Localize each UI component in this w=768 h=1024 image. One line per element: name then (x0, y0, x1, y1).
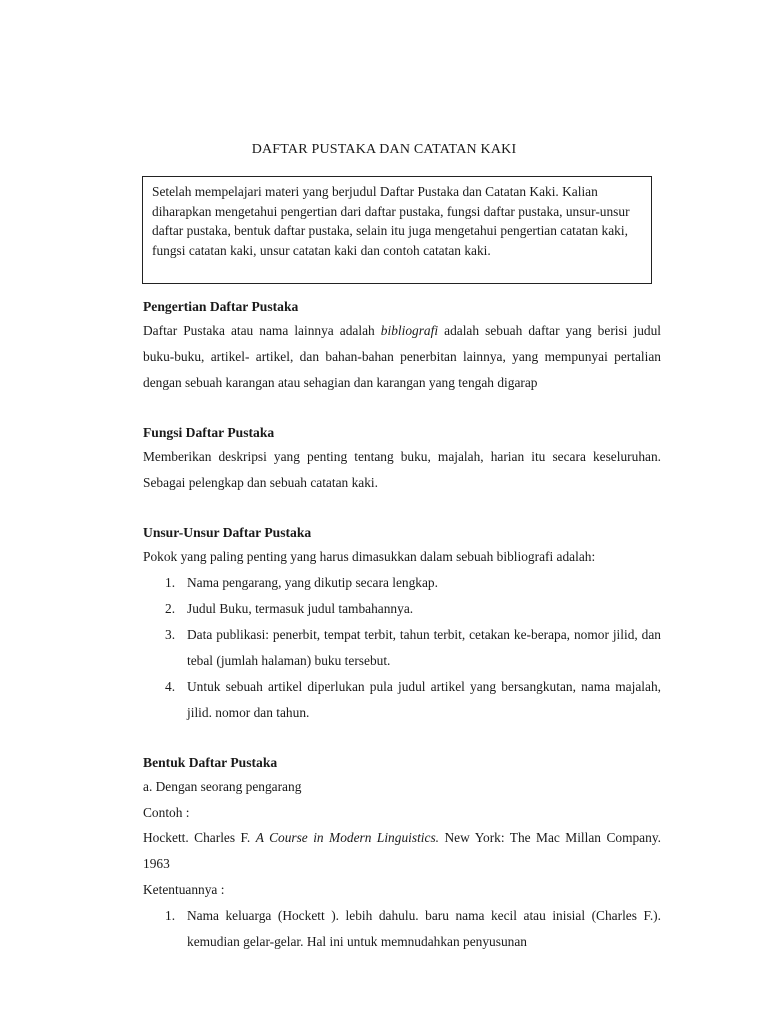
example-publisher: New York: The Mac Millan Company. 1963 (143, 830, 661, 871)
list-text: Data publikasi: penerbit, tempat terbit, tahun terbit, cetakan ke-berapa, nomor jilid, dan tebal (jumlah halaman) buku tersebut. (187, 627, 661, 668)
list-number: 1. (165, 575, 176, 590)
document-body (143, 296, 661, 955)
list-item (143, 622, 661, 674)
page-title: DAFTAR PUSTAKA DAN CATATAN KAKI (251, 142, 517, 157)
pengertian-italic-term: bibliografi (380, 323, 439, 338)
ketentuan-label: Ketentuannya : (143, 882, 225, 897)
section-heading-fungsi: Fungsi Daftar Pustaka (143, 425, 275, 440)
pengertian-text-before: Daftar Pustaka atau nama lainnya adalah (143, 323, 381, 338)
list-item (143, 596, 661, 622)
section-heading-bentuk: Bentuk Daftar Pustaka (143, 755, 278, 770)
list-item (143, 903, 661, 955)
ketentuan-list (143, 903, 661, 955)
list-item (143, 674, 661, 726)
list-number: 4. (165, 679, 176, 694)
pengertian-paragraph (143, 318, 661, 396)
list-number: 1. (165, 907, 176, 923)
section-heading-pengertian: Pengertian Daftar Pustaka (143, 299, 299, 314)
learning-objective-box: Setelah mempelajari materi yang berjudul Daftar Pustaka dan Catatan Kaki. Kalian diharapkan mengetahui pengertian dari daftar pustaka, fungsi daftar pustaka, unsur-unsur daftar pustaka, bentuk daftar pustaka, selain itu juga mengetahui pengertian catatan kaki, fungsi catatan kaki, unsur catatan kaki dan contoh catatan kaki. (142, 176, 652, 284)
bibliography-example (143, 825, 661, 877)
list-number: 2. (165, 601, 176, 616)
bentuk-subheading-a: a. Dengan seorang pengarang (143, 779, 302, 794)
list-text: Nama keluarga (Hockett ). lebih dahulu. baru nama kecil atau inisial (Charles F.). kemudian gelar-gelar. Hal ini untuk memnudahkan penyusunan (187, 907, 661, 949)
list-item (143, 570, 661, 596)
example-book-title: A Course in Modern Linguistics. (255, 830, 440, 845)
example-author: Hockett. Charles F. (143, 830, 256, 845)
list-number: 3. (165, 627, 176, 642)
list-text: Nama pengarang, yang dikutip secara lengkap. (187, 575, 438, 590)
list-text: Untuk sebuah artikel diperlukan pula judul artikel yang bersangkutan, nama majalah, jilid. nomor dan tahun. (187, 679, 661, 720)
section-heading-unsur: Unsur-Unsur Daftar Pustaka (143, 525, 312, 540)
contoh-label: Contoh : (143, 804, 190, 820)
list-text: Judul Buku, termasuk judul tambahannya. (187, 601, 414, 616)
unsur-list (143, 570, 661, 726)
unsur-intro: Pokok yang paling penting yang harus dimasukkan dalam sebuah bibliografi adalah: (143, 549, 596, 564)
pengertian-text-after: adalah sebuah daftar yang berisi judul buku-buku, artikel- artikel, dan bahan-bahan penerbitan lainnya, yang mempunyai pertalian dengan sebuah karangan atau sehagian dan karangan yang tengah digarap (143, 323, 661, 390)
fungsi-paragraph: Memberikan deskripsi yang penting tentang buku, majalah, harian itu secara keseluruhan. Sebagai pelengkap dan sebuah catatan kaki. (143, 449, 661, 490)
